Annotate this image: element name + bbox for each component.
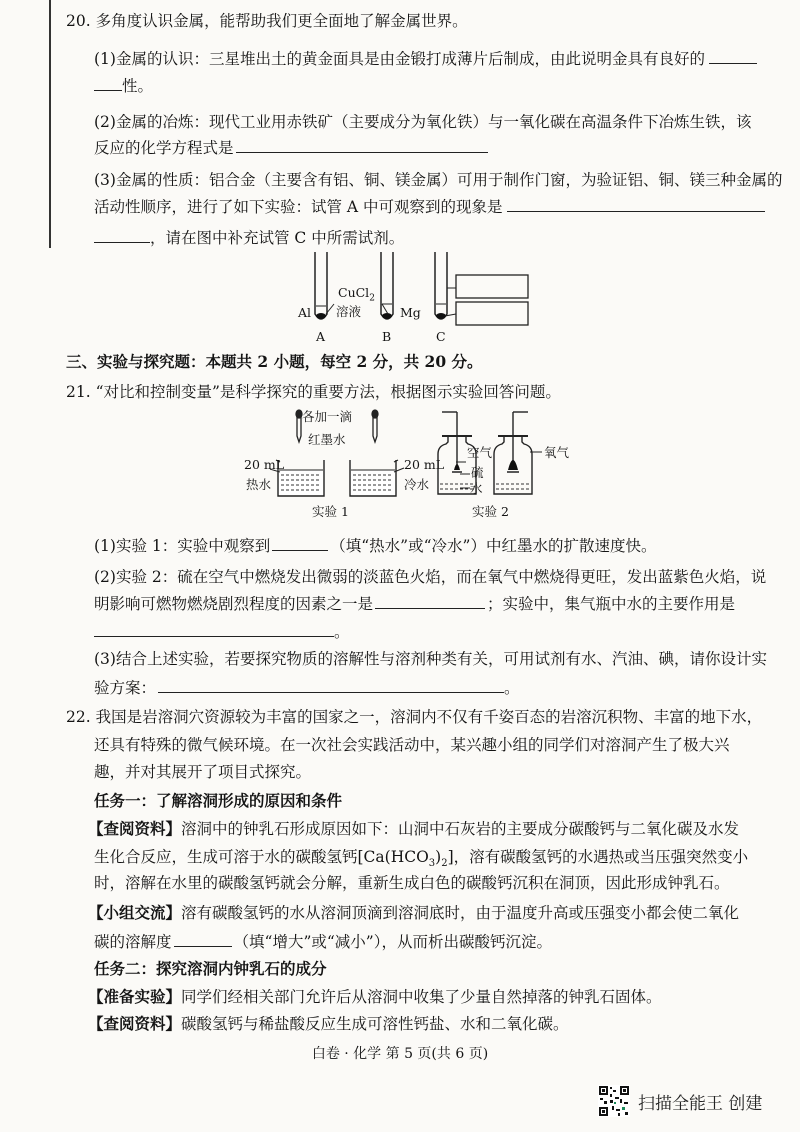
q20-part2-line2: 反应的化学方程式是 (94, 136, 488, 159)
q20-stem: 20. 多角度认识金属，能帮助我们更全面地了解金属世界。 (66, 12, 468, 30)
q21-blank-2[interactable] (375, 592, 485, 609)
dropper-right (372, 410, 378, 442)
exp1-label-vol1: 20 mL (244, 457, 285, 472)
margin-binding-line (49, 0, 51, 248)
q20-part1-line2: 性。 (94, 74, 153, 97)
q22-research1-line1: 【查阅资料】溶洞中的钟乳石形成原因如下：山洞中石灰岩的主要成分碳酸钙与二氧化碳及水发 (88, 819, 740, 838)
q22-line2: 还具有特殊的微气候环境。在一次社会实践活动中，某兴趣小组的同学们对溶洞产生了极大兴 (94, 736, 730, 754)
flame-oxygen (508, 460, 518, 470)
q22-prepare: 【准备实验】同学们经相关部门允许后从溶洞中收集了少量自然掉落的钟乳石固体。 (88, 987, 662, 1006)
q21-part1: (1)实验 1：实验中观察到 （填“热水”或“冷水”）中红墨水的扩散速度快。 (94, 534, 656, 557)
watermark-text: 扫描全能王 创建 (638, 1093, 763, 1114)
q20-blank-1-cont[interactable] (94, 74, 122, 91)
al-sample (316, 313, 326, 319)
q21-part3-line1: (3)结合上述实验，若要探究物质的溶解性与溶剂种类有关，可用试剂有水、汽油、碘，请你设计实 (94, 650, 767, 668)
q20-blank-3-cont[interactable] (94, 226, 150, 243)
q20-part3-line3: ，请在图中补充试管 C 中所需试剂。 (94, 226, 404, 249)
q22-blank-1[interactable] (174, 930, 232, 947)
exp2-caption: 实验 2 (472, 504, 509, 519)
q20-blank-1[interactable] (709, 47, 757, 64)
q20-blank-3[interactable] (507, 195, 765, 212)
test-tube-a (315, 252, 327, 319)
q21-part2-line3: 。 (94, 620, 350, 643)
exp2-label-oxygen: 氧气 (544, 445, 570, 460)
q20-part3-line2: 活动性顺序，进行了如下实验：试管 A 中可观察到的现象是 (94, 195, 765, 218)
test-tubes-figure (290, 248, 550, 350)
q20-part3-line1: (3)金属的性质：铝合金（主要含有铝、铜、镁金属）可用于制作门窗，为验证铝、铜、镁三种金属的 (94, 171, 783, 189)
fig-label-cucl2: CuCl$_2$ (338, 285, 375, 304)
q20-blank-2[interactable] (236, 136, 488, 153)
beaker-cold-water (350, 460, 398, 496)
page-footer: 白卷 · 化学 第 5 页(共 6 页) (311, 1046, 489, 1062)
water-oxygen-jar (496, 484, 530, 489)
q20-part1-line1: (1)金属的认识：三星堆出土的黄金面具是由金锻打成薄片后制成，由此说明金具有良好的 (94, 47, 757, 70)
fig-label-c: C (436, 329, 446, 344)
exp1-label-drop2: 红墨水 (308, 432, 346, 447)
q22-research1-line3: 时，溶解在水里的碳酸氢钙就会分解，重新生成白色的碳酸钙沉积在洞顶，因此形成钟乳石。 (94, 874, 730, 892)
q22-research1-line2: 生化合反应，生成可溶于水的碳酸氢钙$[Ca(HCO_3)_2]$，溶有碳酸氢钙的水遇热或当压强突然变小 (94, 848, 749, 870)
q21-part2-line2: 明影响可燃物燃烧剧烈程度的因素之一是 ；实验中，集气瓶中水的主要作用是 (94, 592, 735, 615)
q21-part3-line2: 验方案： 。 (94, 676, 520, 699)
q22-task1-heading: 任务一：了解溶洞形成的原因和条件 (94, 791, 343, 810)
q22-line3: 趣，并对其展开了项目式探究。 (94, 763, 312, 781)
fig-label-b: B (382, 329, 392, 344)
q22-research2: 【查阅资料】碳酸氢钙与稀盐酸反应生成可溶性钙盐、水和二氧化碳。 (88, 1014, 569, 1033)
exp1-label-hot: 热水 (246, 477, 272, 492)
exp2-label-water: 水 (470, 481, 483, 496)
exp1-label-drop1: 各加一滴 (302, 409, 353, 424)
q22-line1: 22. 我国是岩溶洞穴资源较为丰富的国家之一，溶洞内不仅有千姿百态的岩溶沉积物、丰富的地下水， (66, 708, 763, 726)
q21-part2-line1: (2)实验 2：硫在空气中燃烧发出微弱的淡蓝色火焰，而在氧气中燃烧得更旺，发出蓝紫色火焰，说 (94, 568, 767, 586)
q21-blank-4[interactable] (158, 676, 504, 693)
fig-label-a: A (316, 329, 326, 344)
experiment2-figure (430, 408, 560, 504)
fig-label-mg: Mg (400, 305, 421, 320)
c-reagent-box-1[interactable] (456, 275, 528, 298)
scanner-watermark (598, 1084, 762, 1118)
exp1-caption: 实验 1 (312, 504, 349, 519)
q21-blank-1[interactable] (272, 534, 328, 551)
q22-discussion-line1: 【小组交流】溶有碳酸氢钙的水从溶洞顶滴到溶洞底时，由于温度升高或压强变小都会使二氧化 (88, 903, 740, 922)
q22-task2-heading: 任务二：探究溶洞内钟乳石的成分 (94, 959, 327, 978)
q22-discussion-line2: 碳的溶解度 （填“增大”或“减小”），从而析出碳酸钙沉淀。 (94, 930, 552, 953)
exp2-label-air: 空气 (467, 445, 493, 460)
fig-label-al: Al (298, 305, 312, 320)
test-tube-b (381, 252, 393, 319)
gas-jar-oxygen (494, 412, 532, 494)
c-sample (436, 313, 446, 319)
exp1-label-cold: 冷水 (404, 477, 430, 492)
qr-code-icon (598, 1085, 630, 1117)
flame-air (454, 464, 460, 470)
test-tube-c (435, 252, 447, 319)
q21-stem: 21. “对比和控制变量”是科学探究的重要方法，根据图示实验回答问题。 (66, 383, 561, 401)
c-reagent-box-2[interactable] (456, 302, 528, 325)
mg-sample (382, 313, 392, 319)
exp1-label-vol2: 20 mL (404, 457, 445, 472)
section3-header: 三、实验与探究题：本题共 2 小题，每空 2 分，共 20 分。 (66, 352, 483, 371)
q20-part2-line1: (2)金属的冶炼：现代工业用赤铁矿（主要成分为氧化铁）与一氧化碳在高温条件下冶炼生铁，该 (94, 113, 752, 131)
exp2-label-sulfur: 硫 (471, 465, 484, 480)
q21-blank-3[interactable] (94, 620, 334, 637)
fig-label-solution: 溶液 (336, 304, 362, 319)
